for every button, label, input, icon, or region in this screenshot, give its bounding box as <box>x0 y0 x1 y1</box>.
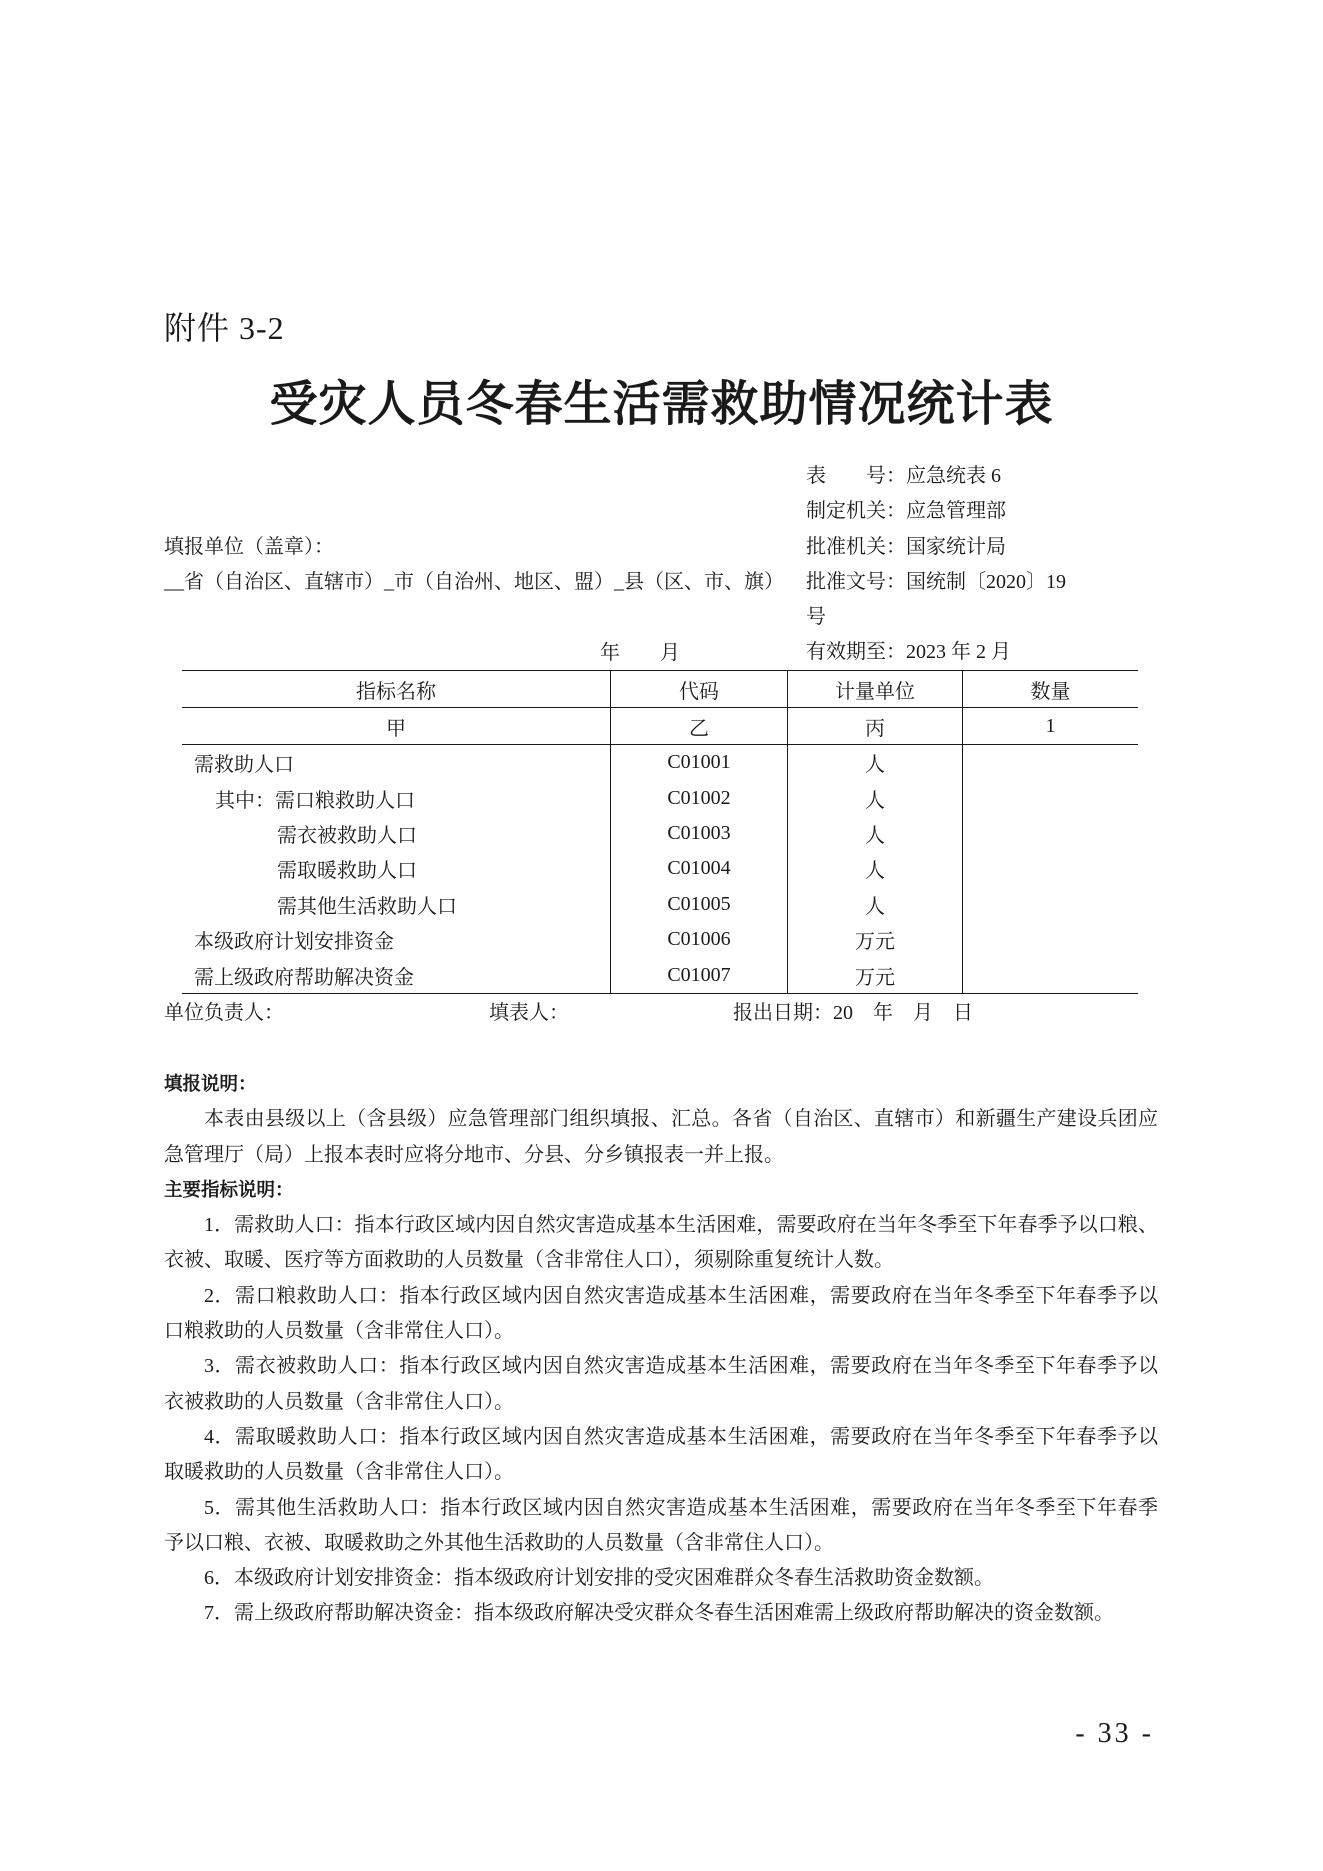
header-quantity: 数量 <box>962 671 1138 707</box>
quantity-cell <box>962 780 1138 815</box>
indicator-note-item <box>164 1420 1158 1491</box>
header-unit: 计量单位 <box>787 671 962 707</box>
approval-document-continuation: 号 <box>806 606 826 629</box>
table-row <box>182 851 1138 886</box>
indicator-note-line: 4．需取暖救助人口：指本行政区域内因自然灾害造成基本生活困难，需要政府在当年冬季至下年春季予以 <box>204 1425 1158 1448</box>
indicator-code: C01001 <box>610 745 787 780</box>
table-row <box>182 958 1138 993</box>
indicator-code: C01007 <box>610 958 787 993</box>
indicator-note-item <box>164 1596 1158 1631</box>
page-number: - 33 - <box>1075 1718 1154 1749</box>
column-marker: 1 <box>962 708 1138 744</box>
table-row <box>182 816 1138 851</box>
indicator-note-line: 1．需救助人口：指本行政区域内因自然灾害造成基本生活困难，需要政府在当年冬季至下年春季予以口粮、 <box>204 1214 1158 1237</box>
indicator-note-line: 取暖救助的人员数量（含非常住人口）。 <box>164 1461 514 1484</box>
preparer-label: 填表人： <box>489 1002 569 1024</box>
indicator-note-line: 3．需衣被救助人口：指本行政区域内因自然灾害造成基本生活困难，需要政府在当年冬季至下年春季予以 <box>204 1355 1158 1378</box>
table-row <box>182 745 1138 780</box>
column-marker: 甲 <box>386 717 406 740</box>
indicator-code: C01002 <box>610 780 787 815</box>
indicator-note-line: 6．本级政府计划安排资金：指本级政府计划安排的受灾困难群众冬春生活救助资金数额。 <box>204 1567 994 1590</box>
indicator-note-line: 7．需上级政府帮助解决资金：指本级政府解决受灾群众冬春生活困难需上级政府帮助解决的资金数额。 <box>204 1602 1114 1625</box>
indicator-note-line: 5．需其他生活救助人口：指本行政区域内因自然灾害造成基本生活困难，需要政府在当年冬季至下年春季 <box>204 1496 1158 1519</box>
indicator-note-line: 2．需口粮救助人口：指本行政区域内因自然灾害造成基本生活困难，需要政府在当年冬季至下年春季予以 <box>204 1284 1158 1307</box>
table-row <box>182 887 1138 922</box>
notes-section <box>164 1067 1158 1632</box>
indicator-name: 本级政府计划安排资金 <box>194 931 394 954</box>
indicator-name: 需其他生活救助人口 <box>277 895 457 918</box>
indicator-note-line: 予以口粮、衣被、取暖救助之外其他生活救助的人员数量（含非常住人口）。 <box>164 1531 834 1554</box>
quantity-cell <box>962 958 1138 993</box>
header-indicator-name: 指标名称 <box>356 680 436 703</box>
indicator-note-item <box>164 1349 1158 1420</box>
indicator-unit: 人 <box>787 745 962 780</box>
valid-until: 有效期至：2023 年 2 月 <box>806 641 1011 664</box>
indicator-code: C01006 <box>610 922 787 957</box>
indicator-unit: 人 <box>787 780 962 815</box>
filling-notes-paragraph <box>164 1102 1158 1173</box>
indicator-unit: 万元 <box>787 958 962 993</box>
report-period: 年 月 <box>600 642 680 664</box>
indicator-note-item <box>164 1208 1158 1279</box>
filing-unit-label: 填报单位（盖章）： <box>164 536 334 558</box>
indicator-note-line: 口粮救助的人员数量（含非常住人口）。 <box>164 1320 514 1343</box>
indicator-note-line: 衣被救助的人员数量（含非常住人口）。 <box>164 1390 514 1413</box>
indicator-name: 需衣被救助人口 <box>277 825 417 848</box>
region-line: __省（自治区、直辖市）_市（自治州、地区、盟）_县（区、市、旗） <box>164 571 784 594</box>
report-date-label: 报出日期：20 年 月 日 <box>733 1002 973 1024</box>
form-number: 表 号：应急统表 6 <box>806 465 1001 487</box>
unit-head-label: 单位负责人： <box>164 1002 284 1024</box>
filling-notes-line: 急管理厅（局）上报本表时应将分地市、分县、分乡镇报表一并上报。 <box>164 1143 784 1166</box>
column-marker: 乙 <box>610 708 787 744</box>
indicator-code: C01005 <box>610 887 787 922</box>
filing-info-block <box>164 530 794 601</box>
quantity-cell <box>962 851 1138 886</box>
approval-document: 批准文号：国统制〔2020〕19 <box>806 570 1066 593</box>
filling-notes-line: 本表由县级以上（含县级）应急管理部门组织填报、汇总。各省（自治区、直辖市）和新疆生产建设兵团应 <box>204 1108 1158 1131</box>
filling-notes-heading: 填报说明： <box>164 1074 257 1095</box>
statistics-table <box>182 670 1138 994</box>
quantity-cell <box>962 816 1138 851</box>
form-title: 受灾人员冬春生活需救助情况统计表 <box>269 378 1054 431</box>
indicator-note-item <box>164 1491 1158 1562</box>
indicator-note-item <box>164 1561 1158 1596</box>
indicator-code: C01004 <box>610 851 787 886</box>
indicator-name: 需上级政府帮助解决资金 <box>194 966 414 989</box>
attachment-label: 附件 3-2 <box>164 310 285 346</box>
column-marker: 丙 <box>787 708 962 744</box>
indicator-unit: 人 <box>787 851 962 886</box>
table-column-marker-row <box>182 708 1138 745</box>
header-code: 代码 <box>610 671 787 707</box>
indicator-note-line: 衣被、取暖、医疗等方面救助的人员数量（含非常住人口），须剔除重复统计人数。 <box>164 1249 894 1272</box>
indicator-name: 需救助人口 <box>194 754 294 777</box>
quantity-cell <box>962 745 1138 780</box>
indicator-code: C01003 <box>610 816 787 851</box>
indicator-name: 其中：需口粮救助人口 <box>215 789 415 812</box>
indicator-name: 需取暖救助人口 <box>277 860 417 883</box>
table-row <box>182 780 1138 815</box>
table-row <box>182 922 1138 957</box>
quantity-cell <box>962 887 1138 922</box>
indicator-unit: 万元 <box>787 922 962 957</box>
quantity-cell <box>962 922 1138 957</box>
indicator-unit: 人 <box>787 816 962 851</box>
indicator-unit: 人 <box>787 887 962 922</box>
formulating-authority: 制定机关：应急管理部 <box>806 500 1006 523</box>
approving-authority: 批准机关：国家统计局 <box>806 535 1006 558</box>
indicator-notes-heading: 主要指标说明： <box>164 1179 294 1201</box>
table-header-row <box>182 671 1138 708</box>
form-info-block <box>806 459 1146 671</box>
indicator-note-item <box>164 1279 1158 1350</box>
